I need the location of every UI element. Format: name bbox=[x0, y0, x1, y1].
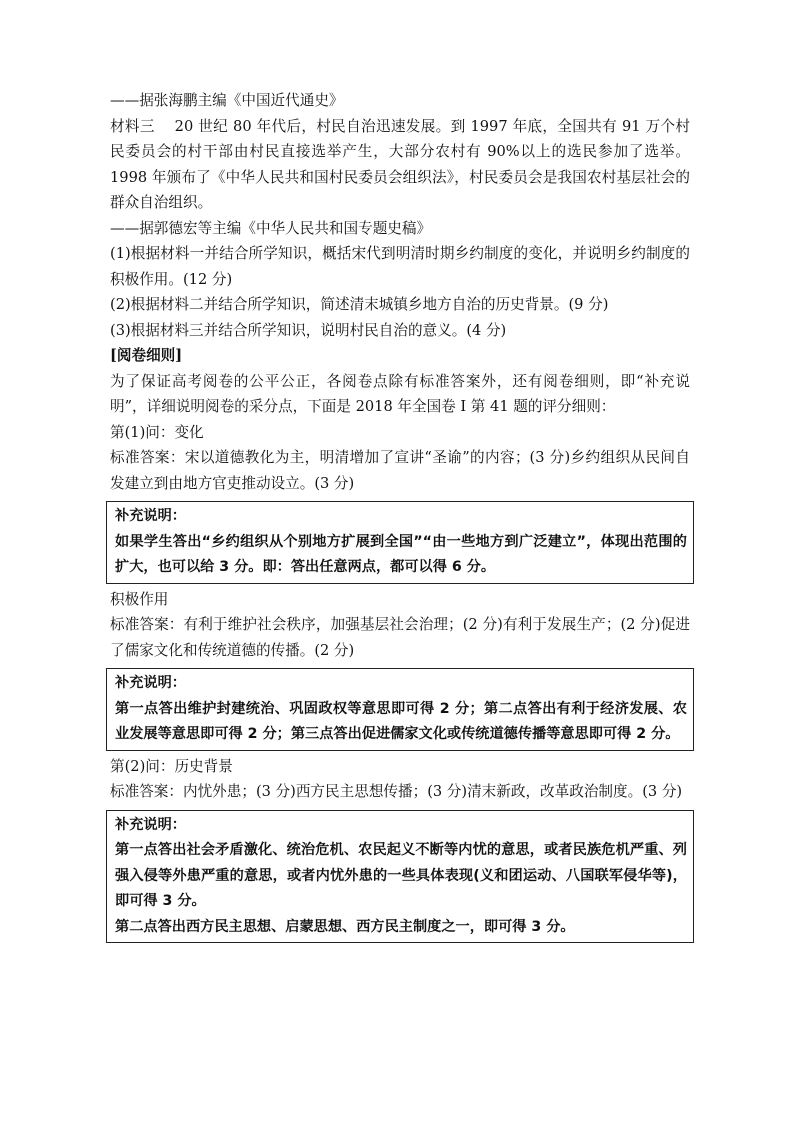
q1b-standard-answer: 标准答案：有利于维护社会秩序，加强基层社会治理；(2 分)有利于发展生产；(2 分)促进了儒家文化和传统道德的传播。(2 分) bbox=[110, 616, 690, 659]
document-page bbox=[110, 88, 690, 946]
material3-paragraph bbox=[110, 114, 690, 216]
q2-supplement-line-2: 第二点答出西方民主思想、启蒙思想、西方民主制度之一，即可得 3 分。 bbox=[115, 918, 575, 935]
question-2: (2)根据材料二并结合所学知识，简述清末城镇乡地方自治的历史背景。(9 分) bbox=[110, 296, 609, 313]
q1b-supplement-text: 第一点答出维护封建统治、巩固政权等意思即可得 2 分；第二点答出有利于经济发展、农业发展等意思即可得 2 分；第三点答出促进儒家文化或传统道德传播等意思即可得 2 分。 bbox=[115, 700, 687, 742]
q1-supplement-title: 补充说明： bbox=[115, 508, 186, 524]
question-3: (3)根据材料三并结合所学知识，说明村民自治的意义。(4 分) bbox=[110, 321, 507, 339]
question-1: (1)根据材料一并结合所学知识，概括宋代到明清时期乡约制度的变化，并说明乡约制度的积极作用。(12 分) bbox=[110, 245, 690, 288]
material2-source: ——据张海鹏主编《中国近代通史》 bbox=[110, 92, 344, 109]
q1-heading: 第(1)问：变化 bbox=[110, 423, 204, 441]
q1b-supplement-title: 补充说明： bbox=[115, 675, 186, 691]
material3-text: 20 世纪 80 年代后，村民自治迅速发展。到 1997 年底，全国共有 91 万个村民委员会的村干部由村民直接选举产生，大部分农村有 90%以上的选民参加了选举。1998 年颁布了《中华人民共和国村民委员会组织法》，村民委员会是我国农村基层社会的群众自治组织。 bbox=[110, 117, 690, 211]
rules-heading: [阅卷细则] bbox=[110, 347, 183, 364]
q1-standard-answer: 标准答案：宋以道德教化为主，明清增加了宣讲“圣谕”的内容；(3 分)乡约组织从民间自发建立到由地方官吏推动设立。(3 分) bbox=[110, 449, 690, 492]
q2-supplement-box bbox=[106, 810, 694, 944]
q2-heading: 第(2)问：历史背景 bbox=[110, 757, 233, 775]
q1b-heading: 积极作用 bbox=[110, 590, 169, 608]
q1-supplement-box bbox=[106, 501, 694, 584]
q2-supplement-title: 补充说明： bbox=[115, 816, 186, 833]
q1b-supplement-box bbox=[106, 668, 694, 751]
q2-supplement-line-1: 第一点答出社会矛盾激化、统治危机、农民起义不断等内忧的意思，或者民族危机严重、列强入侵等外患严重的意思，或者内忧外患的一些具体表现(义和团运动、八国联军侵华等)，即可得 3 分。 bbox=[115, 842, 687, 909]
q1-supplement-text: 如果学生答出“乡约组织从个别地方扩展到全国”“由一些地方到广泛建立”，体现出范围的扩大，也可以给 3 分。即：答出任意两点，都可以得 6 分。 bbox=[115, 533, 687, 575]
rules-intro: 为了保证高考阅卷的公平公正，各阅卷点除有标准答案外，还有阅卷细则，即“补充说明”，详细说明阅卷的采分点，下面是 2018 年全国卷 I 第 41 题的评分细则： bbox=[110, 372, 690, 415]
material3-label: 材料三 bbox=[110, 117, 155, 135]
q2-standard-answer: 标准答案：内忧外患；(3 分)西方民主思想传播；(3 分)清末新政，改革政治制度。(3 分) bbox=[110, 783, 683, 800]
material3-source: ——据郭德宏等主编《中华人民共和国专题史稿》 bbox=[110, 219, 432, 237]
